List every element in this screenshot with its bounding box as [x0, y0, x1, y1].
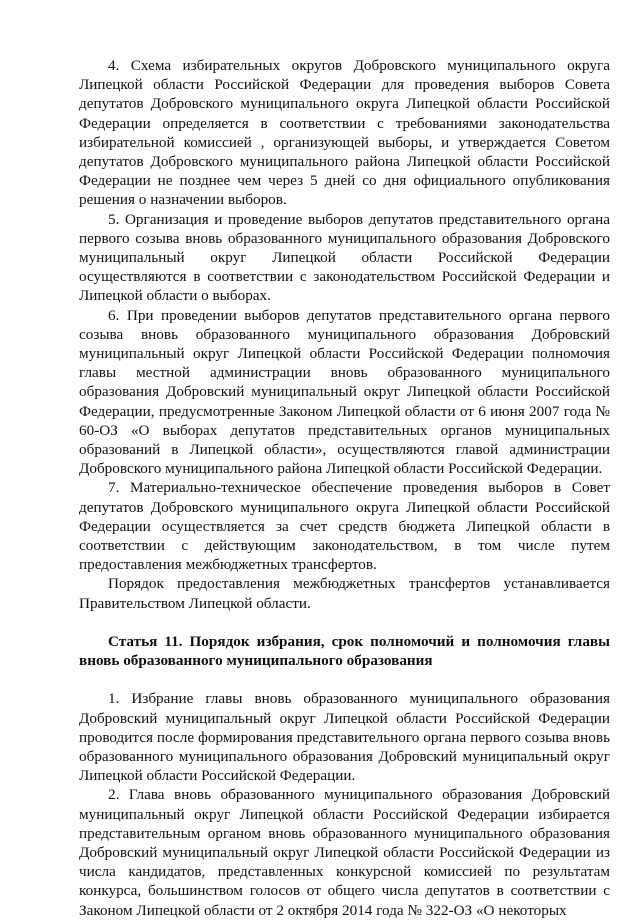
paragraph-4-electoral-districts: 4. Схема избирательных округов Добровского муниципального округа Липецкой области Российской Федерации для проведения выборов Совета депутатов Добровского муниципального округа Липецкой области Российской Федерации определяется в соответствии с требованиями законодательства избирательной комиссией , организующей выборы, и утверждается Советом депутатов Добровского муниципального района Липецкой области Российской Федерации не позднее чем через 5 дней со дня официального опубликования решения о назначении выборов. — [79, 57, 610, 209]
document-page — [79, 56, 610, 920]
article-11-title: Статья 11. Порядок избрания, срок полномочий и полномочия главы вновь образованного муниципального образования — [79, 632, 610, 670]
paragraph-7-funding: 7. Материально-техническое обеспечение проведения выборов в Совет депутатов Добровского муниципального округа Липецкой области Российской Федерации осуществляется за счет средств бюджета Липецкой области в соответствии с действующим законодательством, в том числе путем предоставления межбюджетных трансфертов. — [79, 479, 610, 574]
paragraph-6-election-powers: 6. При проведении выборов депутатов представительного органа первого созыва вновь образованного муниципального образования Добровский муниципальный округ Липецкой области Российской Федерации полномочия главы местной администрации вновь образованного муниципального образования Добровский муниципальный округ Липецкой области Российской Федерации, предусмотренные Законом Липецкой области от 6 июня 2007 года № 60-ОЗ «О выборах депутатов представительных органов муниципальных образований в Липецкой области», осуществляются главой администрации Добровского муниципального района Липецкой области Российской Федерации. — [79, 306, 610, 478]
paragraph-transfers-procedure: Порядок предоставления межбюджетных трансфертов устанавливается Правительством Липецкой области. — [79, 575, 610, 612]
spacer — [79, 670, 610, 689]
paragraph-5-election-organization: 5. Организация и проведение выборов депутатов представительного органа первого созыва вновь образованного муниципального образования Добровского муниципальный округ Липецкой области Российской Федерации осуществляются в соответствии с законодательством Российской Федерации и Липецкой области о выборах. — [79, 210, 610, 305]
article-11-paragraph-1: 1. Избрание главы вновь образованного муниципального образования Добровский муниципальный округ Липецкой области Российской Федерации проводится после формирования представительного органа первого созыва вновь образованного муниципального образования Добровский муниципальный округ Липецкой области Российской Федерации. — [79, 690, 610, 785]
article-11-paragraph-2: 2. Глава вновь образованного муниципального образования Добровский муниципальный округ Липецкой области Российской Федерации избирается представительным органом вновь образованного муниципального образования Добровский муниципальный округ Липецкой области Российской Федерации из числа кандидатов, представленных конкурсной комиссией по результатам конкурса, большинством голосов от общего числа депутатов в соответствии с Законом Липецкой области от 2 октября 2014 года № 322-ОЗ «О некоторых — [79, 786, 610, 919]
